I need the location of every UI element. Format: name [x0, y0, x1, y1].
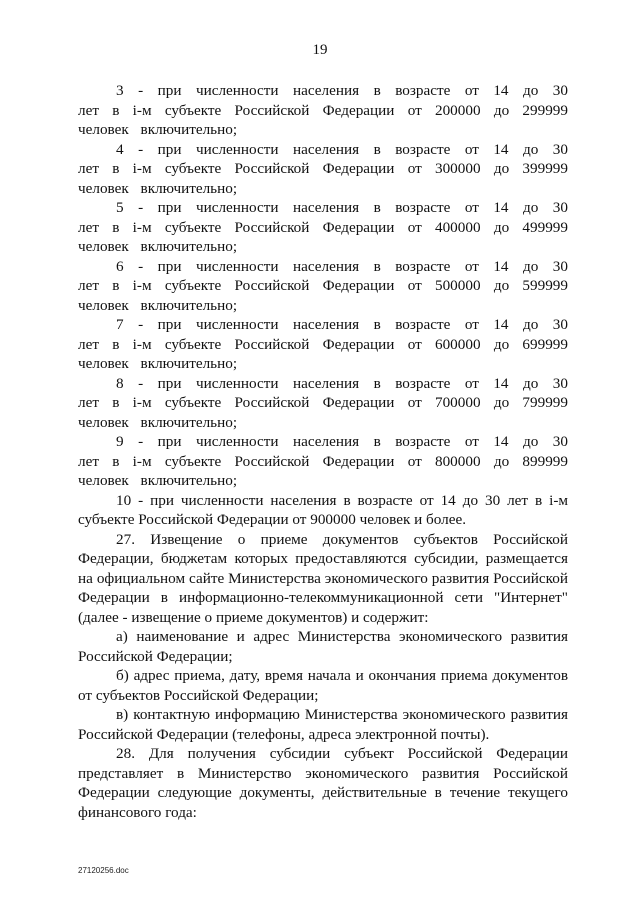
page-number: 19 — [312, 42, 328, 58]
paragraph-item-4: 4 - при численности населения в возрасте от 14 до 30 лет в i-м субъекте Российской Федерации от 300000 до 399999 человек включительно; — [78, 140, 568, 197]
paragraph-item-8: 8 - при численности населения в возрасте от 14 до 30 лет в i-м субъекте Российской Федерации от 700000 до 799999 человек включительно; — [78, 374, 568, 431]
paragraph-item-10: 10 - при численности населения в возрасте от 14 до 30 лет в i-м субъекте Российской Федерации от 900000 человек и более. — [78, 491, 568, 528]
paragraph-item-6: 6 - при численности населения в возрасте от 14 до 30 лет в i-м субъекте Российской Федерации от 500000 до 599999 человек включительно; — [78, 257, 568, 314]
footer-file-name: 27120256.doc — [78, 866, 129, 875]
paragraph-clause-27-b: б) адрес приема, дату, время начала и окончания приема документов от субъектов Российской Федерации; — [78, 667, 568, 704]
paragraph-item-7: 7 - при численности населения в возрасте от 14 до 30 лет в i-м субъекте Российской Федерации от 600000 до 699999 человек включительно; — [78, 316, 568, 372]
paragraph-item-9: 9 - при численности населения в возрасте от 14 до 30 лет в i-м субъекте Российской Федерации от 800000 до 899999 человек включительно; — [78, 433, 568, 489]
paragraph-clause-27: 27. Извещение о приеме документов субъектов Российской Федерации, бюджетам которых предоставляются субсидии, размещается на официальном сайте Министерства экономического развития Российской Федерации в информационно-телекоммуникационной сети "Интернет" (далее - извещение о приеме документов) и содержит: — [78, 530, 568, 626]
paragraph-clause-27-c: в) контактную информацию Министерства экономического развития Российской Федерации (телефоны, адреса электронной почты). — [78, 706, 568, 743]
paragraph-clause-28: 28. Для получения субсидии субъект Российской Федерации представляет в Министерство экономического развития Российской Федерации следующие документы, действительные в течение текущего финансового года: — [78, 745, 568, 821]
document-body — [78, 81, 568, 822]
paragraph-clause-27-a: а) наименование и адрес Министерства экономического развития Российской Федерации; — [78, 628, 568, 665]
paragraph-item-5: 5 - при численности населения в возрасте от 14 до 30 лет в i-м субъекте Российской Федерации от 400000 до 499999 человек включительно; — [78, 199, 568, 255]
paragraph-item-3: 3 - при численности населения в возрасте от 14 до 30 лет в i-м субъекте Российской Федерации от 200000 до 299999 человек включительно; — [78, 82, 568, 138]
